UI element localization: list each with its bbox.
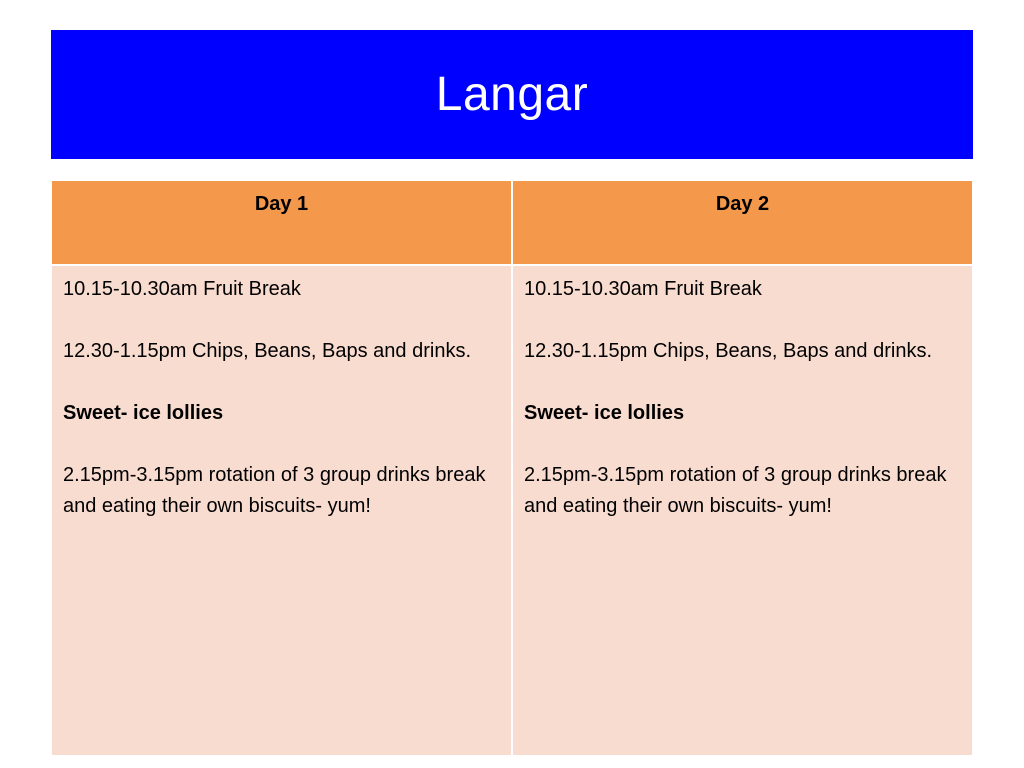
slide-title: Langar — [435, 68, 589, 121]
schedule-cell-day-2 — [513, 266, 972, 755]
sweet-item: Sweet- ice lollies — [524, 402, 685, 424]
schedule-table — [52, 181, 972, 755]
drinks-break-item: 2.15pm-3.15pm rotation of 3 group drinks break and eating their own biscuits- yum! — [524, 464, 947, 517]
lunch-item: 12.30-1.15pm Chips, Beans, Baps and drinks. — [524, 340, 933, 362]
column-header-day-1: Day 1 — [254, 193, 309, 215]
title-bar — [51, 30, 973, 159]
header-cell-day-2 — [513, 181, 972, 264]
lunch-item: 12.30-1.15pm Chips, Beans, Baps and drinks. — [63, 340, 472, 362]
sweet-item: Sweet- ice lollies — [63, 402, 224, 424]
schedule-cell-day-1 — [52, 266, 511, 755]
column-header-day-2: Day 2 — [715, 193, 770, 215]
drinks-break-item: 2.15pm-3.15pm rotation of 3 group drinks break and eating their own biscuits- yum! — [63, 464, 486, 517]
fruit-break-item: 10.15-10.30am Fruit Break — [63, 278, 301, 300]
header-cell-day-1 — [52, 181, 511, 264]
fruit-break-item: 10.15-10.30am Fruit Break — [524, 278, 762, 300]
